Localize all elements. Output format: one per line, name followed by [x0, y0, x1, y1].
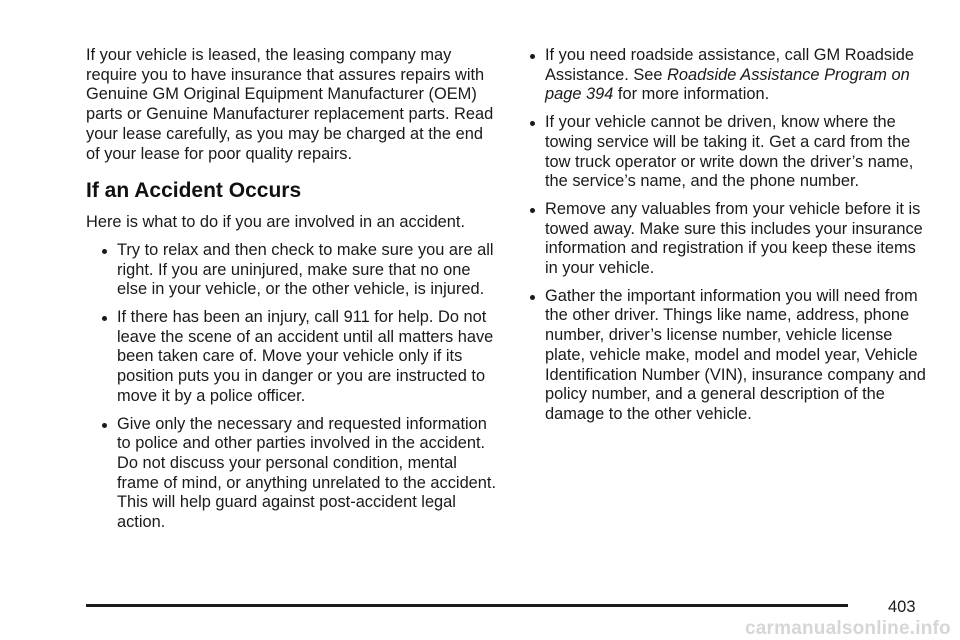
list-item	[102, 308, 501, 407]
list-item-text: If your vehicle cannot be driven, know where the towing service will be taking it. Get a card from the tow truck operator or write down the driver’s name, the service’s name, and the phone number.	[545, 113, 914, 191]
bullet-icon	[102, 249, 107, 254]
list-item-text: Gather the important information you will need from the other driver. Things like name, address, phone number, driver’s license number, vehicle license plate, vehicle make, model and model year, Vehicle Identification Number (VIN), insurance company and policy number, and a general description of the damage to the other vehicle.	[545, 286, 926, 423]
list-item-text: Give only the necessary and requested information to police and other parties involved in the accident. Do not discuss your personal condition, mental frame of mind, or anything unrelated to the accident. This will help guard against post-accident legal action.	[117, 414, 497, 532]
list-item	[530, 200, 930, 279]
bullet-icon	[530, 208, 535, 213]
section-lead-paragraph: Here is what to do if you are involved in an accident.	[86, 213, 466, 232]
right-column	[530, 46, 930, 433]
bullet-icon	[530, 295, 535, 300]
list-item	[102, 415, 501, 533]
bullet-icon	[530, 121, 535, 126]
list-item-text: Remove any valuables from your vehicle before it is towed away. Make sure this includes your insurance information and registration if you keep these items in your vehicle.	[545, 199, 923, 278]
left-column	[86, 46, 501, 541]
list-item-text: Try to relax and then check to make sure you are all right. If you are uninjured, make sure that no one else in your vehicle, or the other vehicle, is injured.	[117, 240, 494, 299]
bullet-icon	[530, 54, 535, 59]
accident-steps-list	[86, 241, 501, 533]
list-item-text: If you need roadside assistance, call GM Roadside Assistance. See	[545, 46, 914, 84]
list-item-text: If there has been an injury, call 911 for help. Do not leave the scene of an accident until all matters have been taken care of. Move your vehicle only if its position puts you in danger or you are instructed to move it by a police officer.	[117, 308, 494, 405]
section-heading: If an Accident Occurs	[86, 179, 302, 203]
roadside-assistance-reference[interactable]: Roadside Assistance Program on page 394	[545, 65, 910, 104]
list-item	[530, 287, 930, 425]
footer-rule	[86, 604, 848, 607]
list-item	[530, 46, 930, 105]
lease-insurance-paragraph: If your vehicle is leased, the leasing company may require you to have insurance that assures repairs with Genuine GM Original Equipment Manufacturer (OEM) parts or Genuine Manufacturer replacement parts. Read your lease carefully, as you may be charged at the end of your lease for poor quality repairs.	[86, 46, 494, 163]
list-item	[102, 241, 501, 300]
list-item	[530, 113, 930, 192]
list-item-text: for more information.	[613, 85, 770, 104]
bullet-icon	[102, 423, 107, 428]
bullet-icon	[102, 316, 107, 321]
watermark-text: carmanualsonline.info	[745, 618, 951, 639]
accident-steps-list-continued	[530, 46, 930, 425]
page-number: 403	[888, 598, 916, 616]
